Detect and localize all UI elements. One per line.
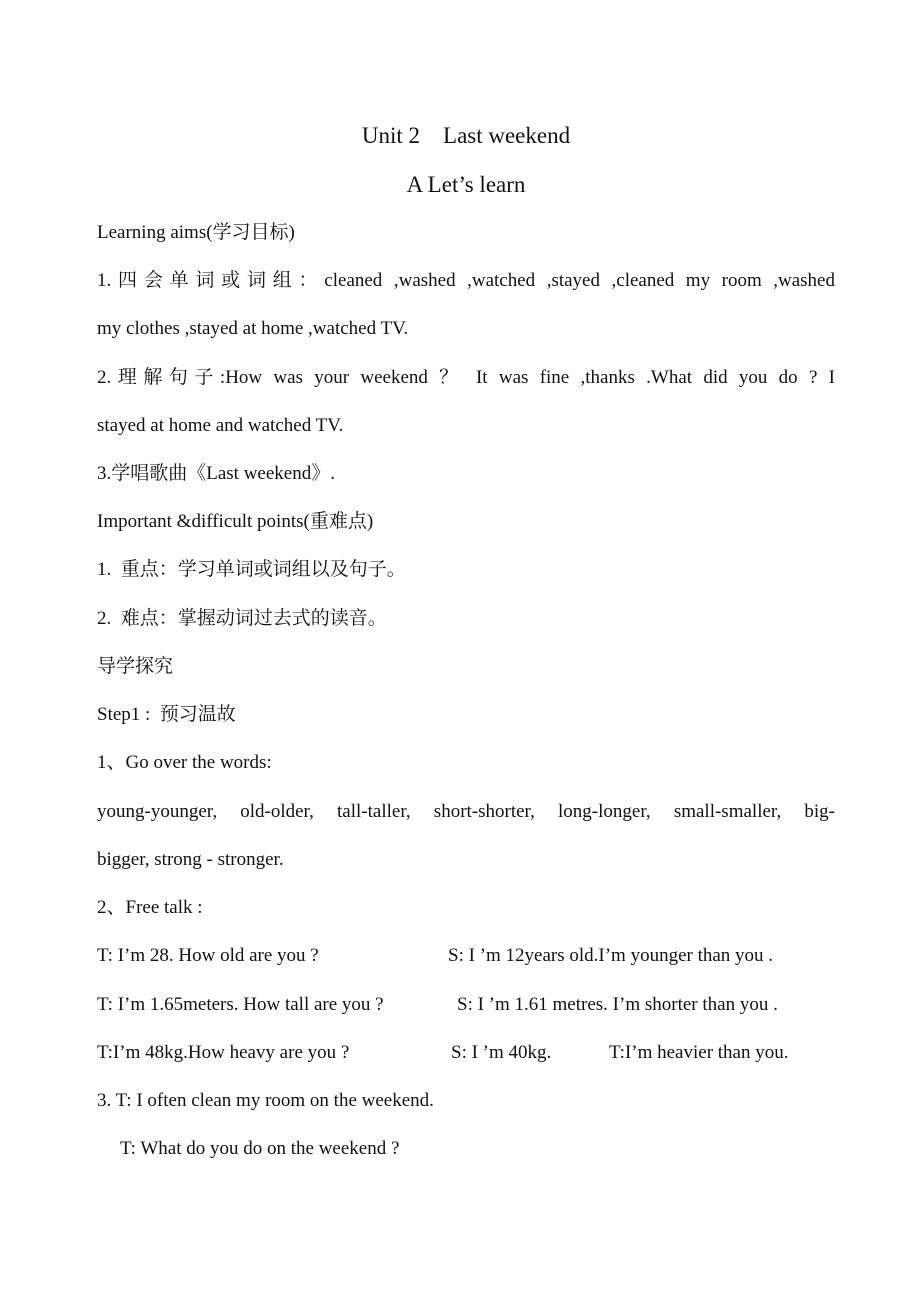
word-list-line-1: young-younger, old-older, tall-taller, short-shorter, long-longer, small-smaller, big-: [97, 801, 835, 822]
dialogue-student-2: S: I ’m 1.61 metres. I’m shorter than you .: [457, 994, 778, 1015]
learning-aims-heading: Learning aims(学习目标): [97, 222, 295, 243]
dialogue-teacher-2: T: I’m 1.65meters. How tall are you ?: [97, 994, 384, 1015]
aim-1-line-1: 1.四会单词或词组：cleaned ,washed ,watched ,stayed ,cleaned my room ,washed: [97, 270, 835, 291]
dialogue-student-1: S: I ’m 12years old.I’m younger than you .: [448, 945, 774, 966]
aim-1-line-2: my clothes ,stayed at home ,watched TV.: [97, 318, 409, 339]
dialogue-student-3: S: I ’m 40kg.: [451, 1042, 552, 1063]
go-over-words-heading: 1、Go over the words:: [97, 752, 272, 773]
document-subtitle: A Let’s learn: [406, 172, 526, 197]
document-title: Unit 2 Last weekend: [361, 123, 571, 148]
key-point-2: 2. 难点：掌握动词过去式的读音。: [97, 608, 387, 629]
aim-2-line-1: 2.理解句子:How was your weekend ？ It was fine ,thanks .What did you do ? I: [97, 367, 835, 388]
dialogue-teacher-3-reply: T:I’m heavier than you.: [609, 1042, 789, 1063]
item-3-line-1: 3. T: I often clean my room on the weekend.: [97, 1090, 434, 1111]
key-point-1: 1. 重点：学习单词或词组以及句子。: [97, 559, 406, 580]
word-list-line-2: bigger, strong - stronger.: [97, 849, 284, 870]
dialogue-teacher-3: T:I’m 48kg.How heavy are you ?: [97, 1042, 350, 1063]
guided-inquiry-heading: 导学探究: [97, 656, 174, 677]
aim-3: 3.学唱歌曲《Last weekend》.: [97, 463, 335, 484]
dialogue-teacher-1: T: I’m 28. How old are you ?: [97, 945, 319, 966]
aim-2-line-2: stayed at home and watched TV.: [97, 415, 344, 436]
item-3-line-2: T: What do you do on the weekend ?: [120, 1138, 400, 1159]
free-talk-heading: 2、Free talk :: [97, 897, 203, 918]
difficult-points-heading: Important &difficult points(重难点): [97, 511, 374, 532]
step-1-heading: Step1 : 预习温故: [97, 704, 236, 725]
